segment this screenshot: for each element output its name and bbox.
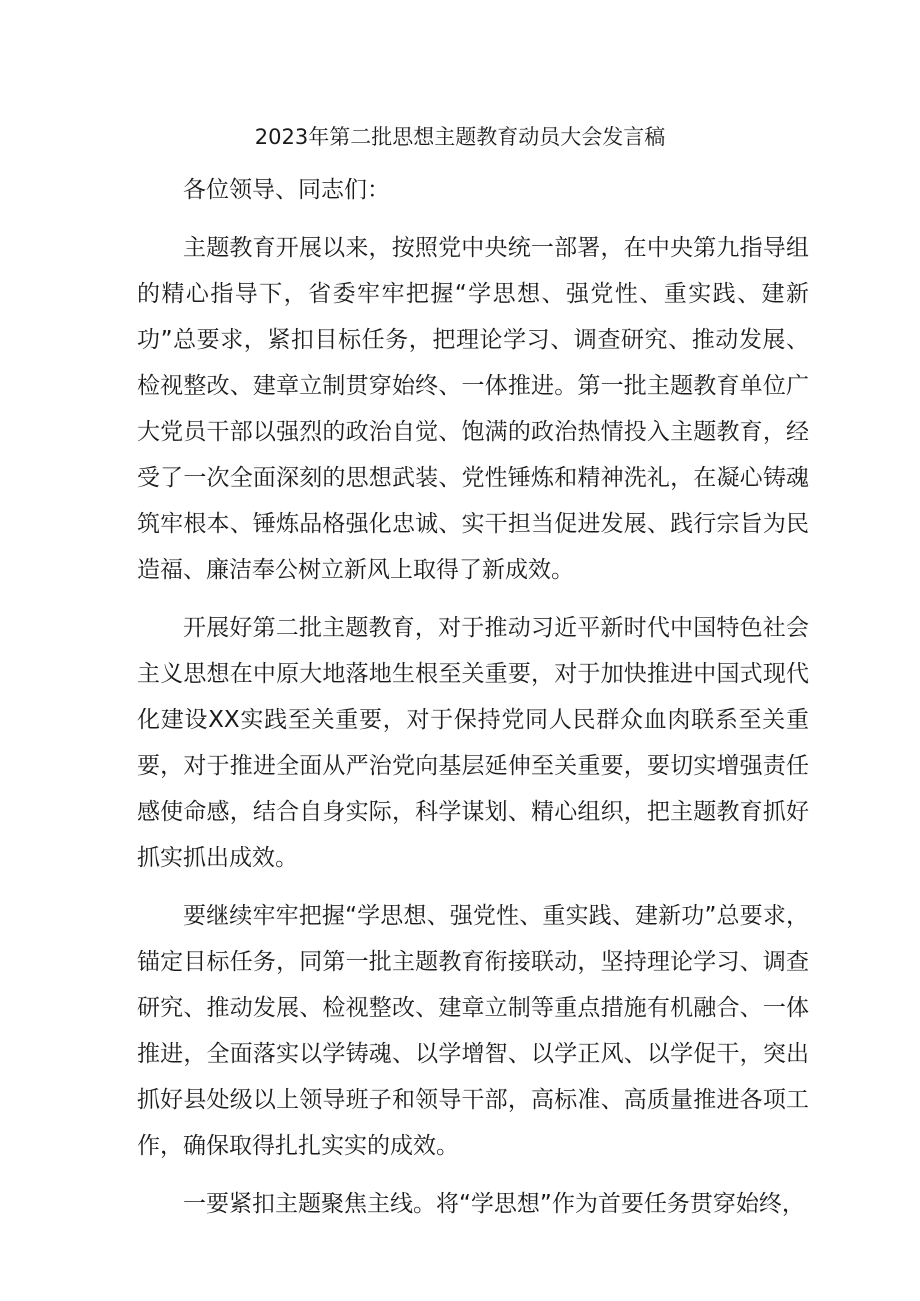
paragraph-4: 一要紧扣主题聚焦主线。将“学思想”作为首要任务贯穿始终， <box>183 1191 805 1217</box>
paragraph-3: 要继续牢牢把握“学思想、强党性、重实践、建新功”总要求，锚定目标任务，同第一批主题教育衔接联动，坚持理论学习、调查研究、推动发展、检视整改、建章立制等重点措施有机融合、一体推进，全面落实以学铸魂、以学增智、以学正风、以学促干，突出抓好县处级以上领导班子和领导干部，高标准、高质量推进各项工作，确保取得扎扎实实的成效。 <box>137 903 809 1159</box>
document-body <box>137 167 809 1227</box>
document-title: 2023年第二批思想主题教育动员大会发言稿 <box>254 125 666 149</box>
paragraph-2: 开展好第二批主题教育，对于推动习近平新时代中国特色社会主义思想在中原大地落地生根至关重要，对于加快推进中国式现代化建设XX实践至关重要，对于保持党同人民群众血肉联系至关重要，对于推进全面从严治党向基层延伸至关重要，要切实增强责任感使命感，结合自身实际，科学谋划、精心组织，把主题教育抓好抓实抓出成效。 <box>137 615 809 871</box>
paragraph-1: 主题教育开展以来，按照党中央统一部署，在中央第九指导组的精心指导下，省委牢牢把握“学思想、强党性、重实践、建新功”总要求，紧扣目标任务，把理论学习、调查研究、推动发展、检视整改、建章立制贯穿始终、一体推进。第一批主题教育单位广大党员干部以强烈的政治自觉、饱满的政治热情投入主题教育，经受了一次全面深刻的思想武装、党性锤炼和精神洗礼，在凝心铸魂筑牢根本、锤炼品格强化忠诚、实干担当促进发展、践行宗旨为民造福、廉洁奉公树立新风上取得了新成效。 <box>137 235 809 583</box>
salutation: 各位领导、同志们： <box>183 177 390 203</box>
